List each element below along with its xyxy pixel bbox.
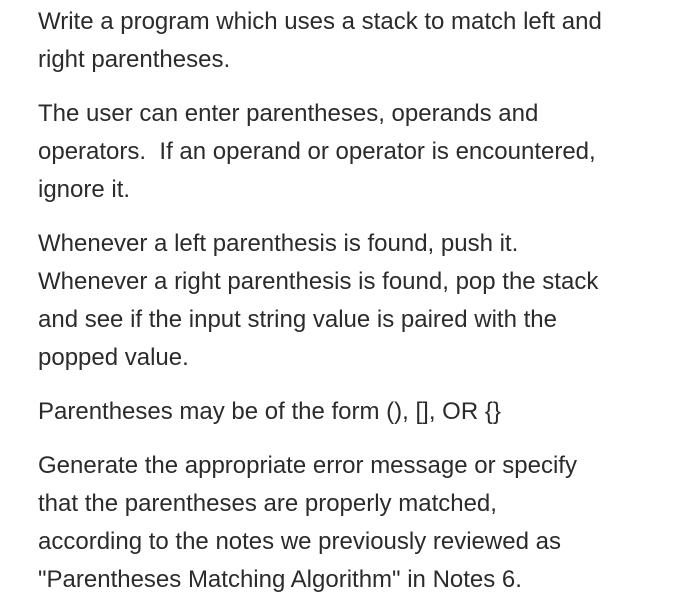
paragraph-task-description xyxy=(38,3,688,79)
text-line: according to the notes we previously reviewed as xyxy=(38,528,561,555)
text-line: Whenever a left parenthesis is found, push it. xyxy=(38,230,519,257)
paragraph-input-rules xyxy=(38,95,688,209)
text-line: Write a program which uses a stack to match left and xyxy=(38,8,602,35)
text-line: The user can enter parentheses, operands and xyxy=(38,100,539,127)
assignment-text xyxy=(38,0,688,599)
paragraph-stack-logic xyxy=(38,225,688,377)
text-line: and see if the input string value is paired with the xyxy=(38,306,557,333)
text-line: right parentheses. xyxy=(38,46,231,73)
paragraph-output-requirements xyxy=(38,447,688,599)
text-line: operators. If an operand or operator is encountered, xyxy=(38,138,596,165)
text-line: that the parentheses are properly matched, xyxy=(38,490,497,517)
text-line: Whenever a right parenthesis is found, pop the stack xyxy=(38,268,599,295)
paragraph-bracket-forms xyxy=(38,393,688,431)
text-line: Parentheses may be of the form (), [], OR {} xyxy=(38,398,501,425)
text-line: ignore it. xyxy=(38,176,131,203)
text-line: Generate the appropriate error message or specify xyxy=(38,452,577,479)
text-line: "Parentheses Matching Algorithm" in Notes 6. xyxy=(38,566,522,593)
text-line: popped value. xyxy=(38,344,189,371)
